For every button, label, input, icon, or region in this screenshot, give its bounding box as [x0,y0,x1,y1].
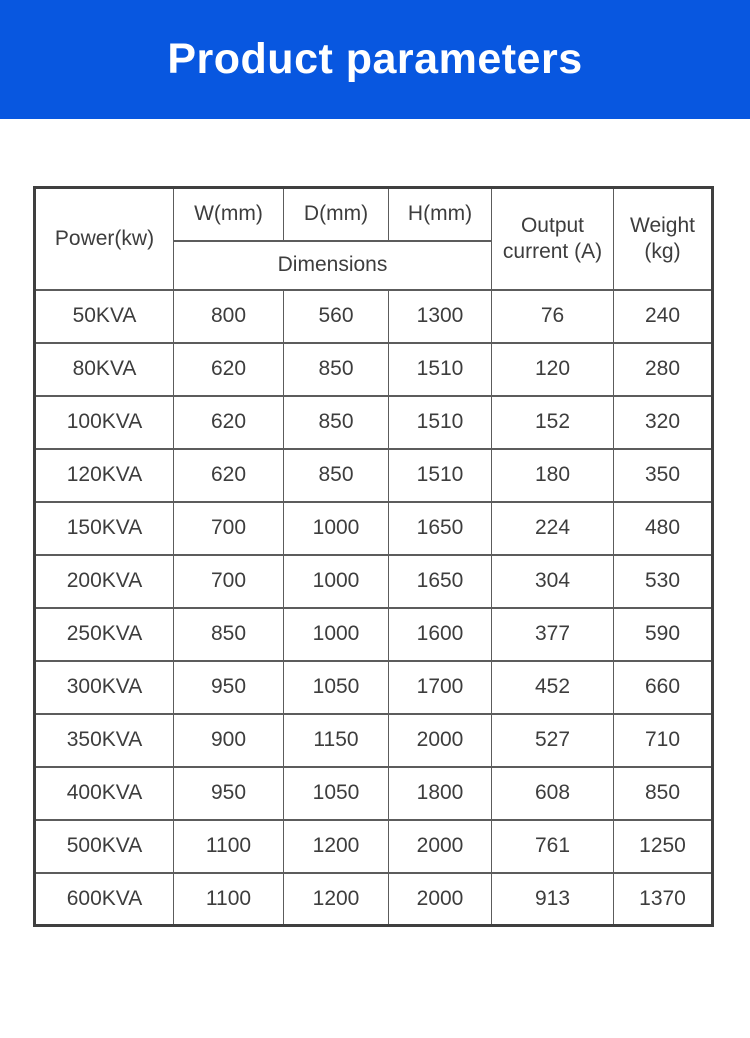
table-body [35,290,713,926]
cell-weight: 530 [614,555,713,608]
cell-output-current: 761 [492,820,614,873]
table-row [35,502,713,555]
table-row [35,820,713,873]
cell-w: 1100 [174,820,284,873]
cell-power: 350KVA [35,714,174,767]
header-banner [0,0,750,119]
cell-h: 1510 [389,396,492,449]
cell-d: 1050 [284,661,389,714]
cell-w: 950 [174,661,284,714]
cell-w: 950 [174,767,284,820]
cell-h: 1510 [389,449,492,502]
cell-w: 700 [174,555,284,608]
cell-h: 2000 [389,714,492,767]
cell-power: 600KVA [35,873,174,926]
table-row [35,555,713,608]
cell-power: 150KVA [35,502,174,555]
cell-weight: 240 [614,290,713,343]
cell-d: 1000 [284,555,389,608]
cell-power: 500KVA [35,820,174,873]
cell-w: 1100 [174,873,284,926]
column-header-dimensions: Dimensions [174,241,492,290]
cell-h: 1800 [389,767,492,820]
column-header-power: Power(kw) [35,188,174,290]
cell-d: 1200 [284,820,389,873]
cell-power: 400KVA [35,767,174,820]
cell-w: 850 [174,608,284,661]
cell-output-current: 452 [492,661,614,714]
cell-power: 50KVA [35,290,174,343]
cell-h: 2000 [389,820,492,873]
table-row [35,661,713,714]
cell-weight: 710 [614,714,713,767]
cell-d: 850 [284,396,389,449]
cell-d: 1000 [284,502,389,555]
cell-power: 250KVA [35,608,174,661]
table-row [35,290,713,343]
cell-output-current: 527 [492,714,614,767]
cell-weight: 850 [614,767,713,820]
cell-weight: 480 [614,502,713,555]
table-header [35,188,713,290]
cell-output-current: 76 [492,290,614,343]
cell-weight: 280 [614,343,713,396]
cell-w: 620 [174,449,284,502]
cell-output-current: 152 [492,396,614,449]
header-row-top [35,188,713,241]
cell-d: 1050 [284,767,389,820]
cell-w: 800 [174,290,284,343]
cell-d: 850 [284,343,389,396]
table-row [35,873,713,926]
column-header-width: W(mm) [174,188,284,241]
cell-power: 100KVA [35,396,174,449]
page-title: Product parameters [167,35,583,83]
cell-w: 620 [174,396,284,449]
column-header-weight: Weight (kg) [614,188,713,290]
cell-power: 80KVA [35,343,174,396]
cell-h: 1650 [389,502,492,555]
column-header-depth: D(mm) [284,188,389,241]
column-header-output-current: Output current (A) [492,188,614,290]
cell-h: 1650 [389,555,492,608]
cell-output-current: 120 [492,343,614,396]
cell-d: 560 [284,290,389,343]
cell-weight: 590 [614,608,713,661]
table-row [35,714,713,767]
cell-h: 1600 [389,608,492,661]
table-row [35,449,713,502]
cell-h: 1700 [389,661,492,714]
cell-d: 1150 [284,714,389,767]
cell-power: 300KVA [35,661,174,714]
cell-d: 1000 [284,608,389,661]
table-row [35,767,713,820]
cell-weight: 1370 [614,873,713,926]
cell-output-current: 913 [492,873,614,926]
cell-w: 620 [174,343,284,396]
cell-weight: 320 [614,396,713,449]
cell-output-current: 608 [492,767,614,820]
cell-output-current: 304 [492,555,614,608]
cell-w: 700 [174,502,284,555]
cell-h: 2000 [389,873,492,926]
cell-h: 1300 [389,290,492,343]
cell-h: 1510 [389,343,492,396]
cell-d: 850 [284,449,389,502]
table-row [35,343,713,396]
cell-d: 1200 [284,873,389,926]
cell-output-current: 377 [492,608,614,661]
product-parameters-table [33,186,714,927]
cell-output-current: 224 [492,502,614,555]
table-row [35,608,713,661]
cell-weight: 660 [614,661,713,714]
column-header-height: H(mm) [389,188,492,241]
cell-weight: 350 [614,449,713,502]
cell-power: 200KVA [35,555,174,608]
table-row [35,396,713,449]
cell-power: 120KVA [35,449,174,502]
cell-weight: 1250 [614,820,713,873]
cell-w: 900 [174,714,284,767]
cell-output-current: 180 [492,449,614,502]
